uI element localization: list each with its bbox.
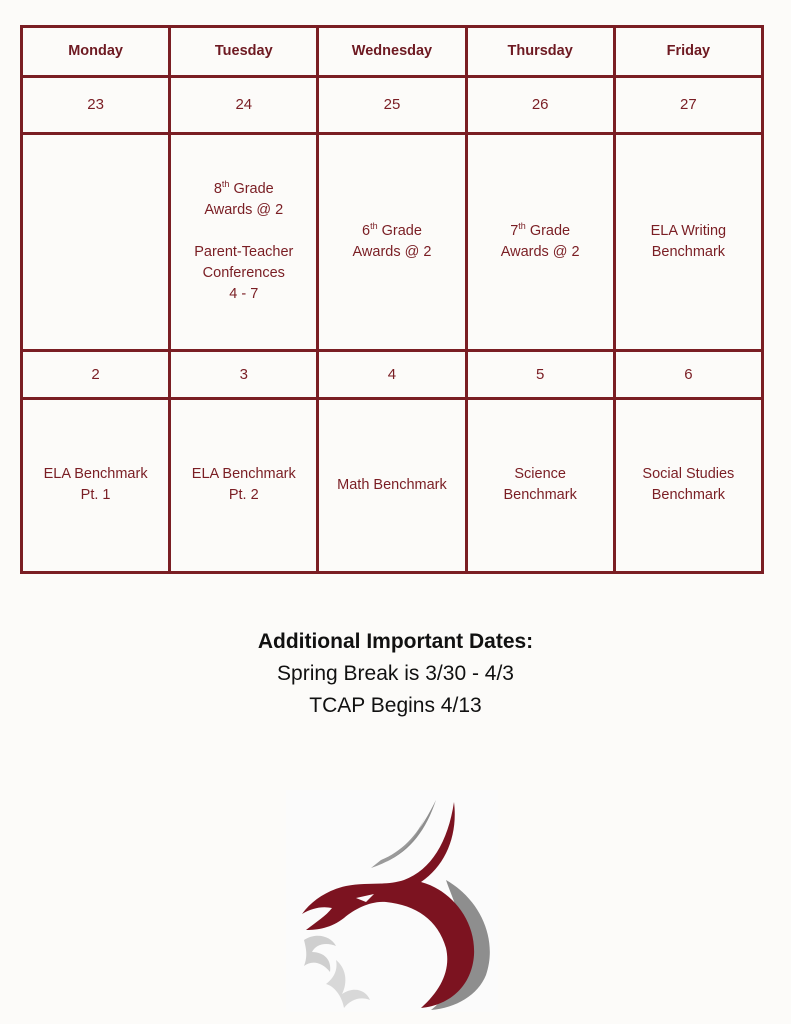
additional-date-item: Spring Break is 3/30 - 4/3 — [277, 662, 514, 685]
additional-dates-heading: Additional Important Dates: — [257, 630, 534, 653]
event-line: Benchmark — [651, 243, 726, 260]
date-cell: 24 — [170, 76, 318, 133]
event-line: Math Benchmark — [337, 476, 447, 493]
dragon-mascot-icon — [286, 790, 498, 1012]
event-cell — [466, 133, 614, 350]
event-line: 8th Grade — [213, 179, 274, 197]
event-cell — [170, 133, 318, 350]
day-header: Thursday — [466, 27, 614, 77]
date-cell: 5 — [466, 350, 614, 398]
date-cell: 6 — [614, 350, 762, 398]
event-cell — [614, 398, 762, 572]
day-header: Friday — [614, 27, 762, 77]
event-line: 4 - 7 — [229, 285, 259, 302]
calendar-table — [20, 25, 764, 574]
event-cell — [22, 398, 170, 572]
additional-date-item: TCAP Begins 4/13 — [309, 694, 482, 717]
event-line: Social Studies — [642, 466, 735, 483]
date-cell: 4 — [318, 350, 466, 398]
event-line: ELA Benchmark — [191, 466, 296, 483]
week2-events-row — [22, 398, 763, 572]
event-line: Science — [514, 466, 566, 483]
additional-dates — [0, 626, 791, 722]
event-cell-empty — [22, 133, 170, 350]
day-header: Monday — [22, 27, 170, 77]
event-line: ELA Writing — [650, 222, 727, 239]
event-line: Awards @ 2 — [352, 243, 432, 260]
event-line: 7th Grade — [510, 221, 571, 239]
event-line: Benchmark — [651, 487, 726, 504]
event-line: Pt. 1 — [80, 487, 111, 504]
day-header: Wednesday — [318, 27, 466, 77]
event-cell — [466, 398, 614, 572]
week1-events-row — [22, 133, 763, 350]
date-cell: 25 — [318, 76, 466, 133]
event-line: ELA Benchmark — [43, 466, 148, 483]
event-line: Parent-Teacher — [194, 243, 294, 260]
event-cell — [614, 133, 762, 350]
day-header: Tuesday — [170, 27, 318, 77]
event-line: Pt. 2 — [228, 487, 259, 504]
weekday-header-row — [22, 27, 763, 77]
date-cell: 26 — [466, 76, 614, 133]
event-cell — [170, 398, 318, 572]
event-line: 6th Grade — [362, 221, 422, 239]
date-cell: 27 — [614, 76, 762, 133]
date-cell: 23 — [22, 76, 170, 133]
week1-dates-row — [22, 76, 763, 133]
event-line: Conferences — [202, 264, 285, 281]
event-cell — [318, 398, 466, 572]
week2-dates-row — [22, 350, 763, 398]
event-line: Awards @ 2 — [500, 243, 580, 260]
event-line: Awards @ 2 — [204, 201, 284, 218]
date-cell: 3 — [170, 350, 318, 398]
event-cell — [318, 133, 466, 350]
date-cell: 2 — [22, 350, 170, 398]
event-line: Benchmark — [503, 487, 577, 504]
